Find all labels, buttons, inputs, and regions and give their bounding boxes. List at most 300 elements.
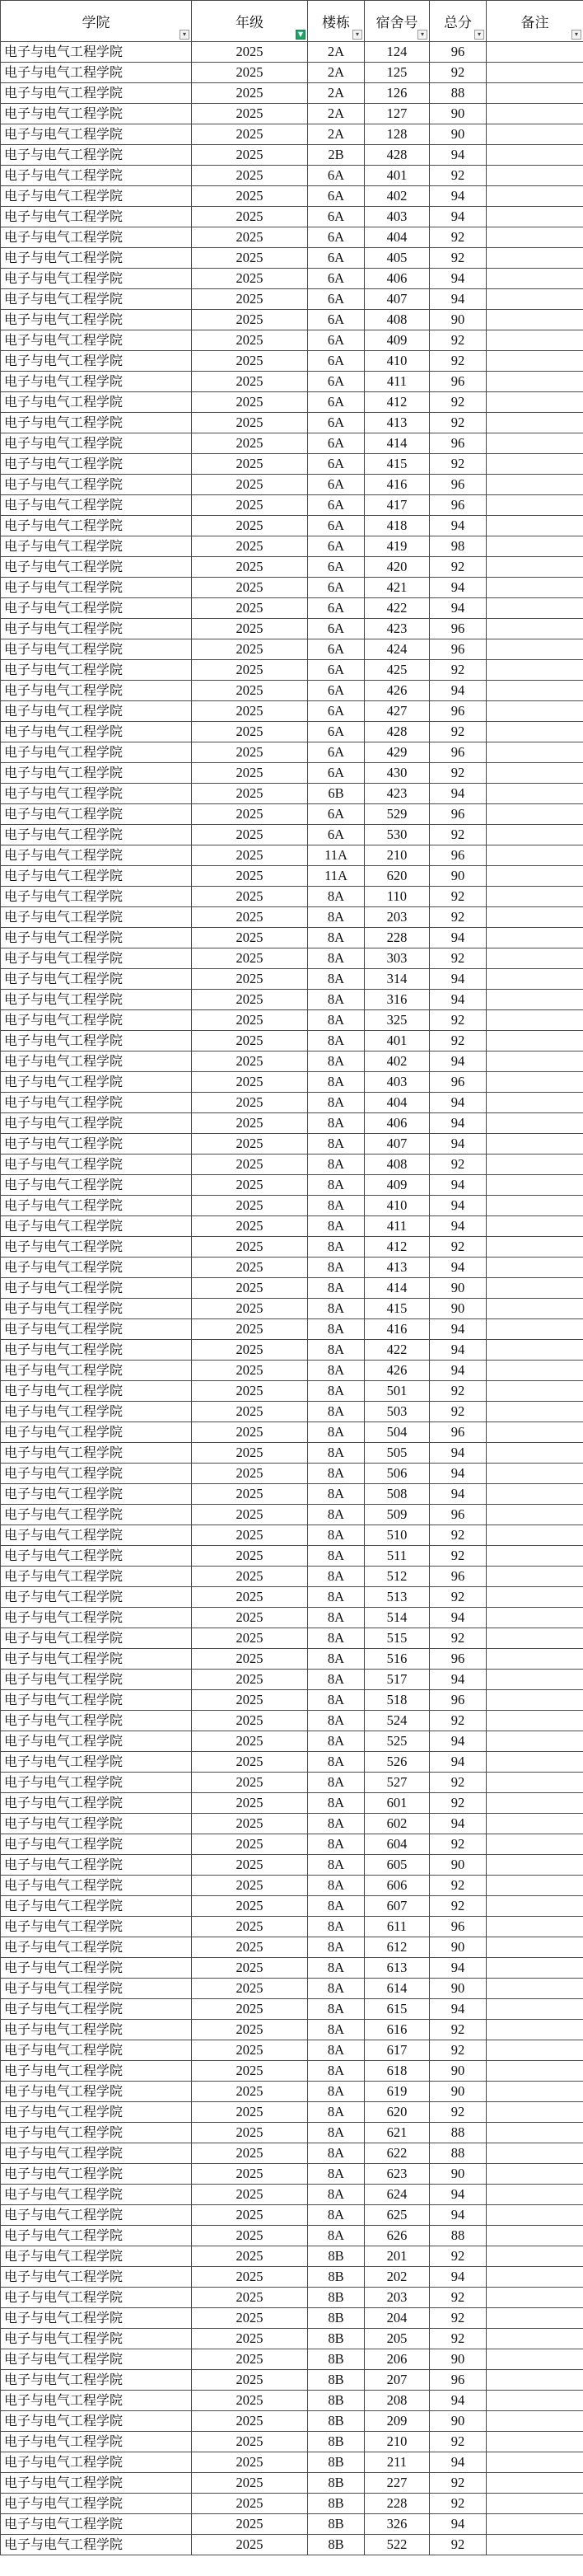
cell-grade[interactable]: 2025 xyxy=(192,1876,308,1896)
cell-grade[interactable]: 2025 xyxy=(192,639,308,660)
cell-score[interactable]: 94 xyxy=(430,2185,487,2205)
cell-remarks[interactable] xyxy=(487,1175,583,1196)
cell-room[interactable]: 203 xyxy=(365,907,430,928)
cell-college[interactable]: 电子与电气工程学院 xyxy=(1,763,192,784)
cell-room[interactable]: 611 xyxy=(365,1917,430,1937)
cell-grade[interactable]: 2025 xyxy=(192,1381,308,1402)
cell-college[interactable]: 电子与电气工程学院 xyxy=(1,2040,192,2061)
cell-grade[interactable]: 2025 xyxy=(192,887,308,907)
cell-score[interactable]: 92 xyxy=(430,887,487,907)
cell-score[interactable]: 94 xyxy=(430,2267,487,2288)
cell-score[interactable]: 94 xyxy=(430,2205,487,2226)
cell-score[interactable]: 92 xyxy=(430,2102,487,2123)
cell-room[interactable]: 423 xyxy=(365,619,430,639)
cell-room[interactable]: 616 xyxy=(365,2020,430,2040)
cell-college[interactable]: 电子与电气工程学院 xyxy=(1,433,192,454)
cell-score[interactable]: 90 xyxy=(430,2082,487,2102)
cell-college[interactable]: 电子与电气工程学院 xyxy=(1,866,192,887)
cell-room[interactable]: 605 xyxy=(365,1855,430,1876)
cell-score[interactable]: 96 xyxy=(430,1072,487,1093)
cell-remarks[interactable] xyxy=(487,2143,583,2164)
cell-grade[interactable]: 2025 xyxy=(192,1690,308,1711)
cell-grade[interactable]: 2025 xyxy=(192,1567,308,1587)
cell-building[interactable]: 6A xyxy=(308,310,365,330)
cell-building[interactable]: 6A xyxy=(308,475,365,495)
cell-building[interactable]: 6A xyxy=(308,742,365,763)
cell-room[interactable]: 503 xyxy=(365,1402,430,1422)
cell-building[interactable]: 8A xyxy=(308,1093,365,1113)
cell-room[interactable]: 207 xyxy=(365,2370,430,2391)
cell-grade[interactable]: 2025 xyxy=(192,1216,308,1237)
cell-building[interactable]: 8A xyxy=(308,1134,365,1155)
cell-remarks[interactable] xyxy=(487,681,583,701)
cell-score[interactable]: 92 xyxy=(430,2246,487,2267)
cell-building[interactable]: 6A xyxy=(308,681,365,701)
cell-grade[interactable]: 2025 xyxy=(192,63,308,83)
cell-room[interactable]: 414 xyxy=(365,1278,430,1299)
cell-remarks[interactable] xyxy=(487,124,583,145)
cell-score[interactable]: 90 xyxy=(430,2061,487,2082)
cell-remarks[interactable] xyxy=(487,2082,583,2102)
cell-grade[interactable]: 2025 xyxy=(192,2349,308,2370)
cell-remarks[interactable] xyxy=(487,1876,583,1896)
cell-room[interactable]: 410 xyxy=(365,1196,430,1216)
cell-grade[interactable]: 2025 xyxy=(192,495,308,516)
cell-score[interactable]: 98 xyxy=(430,536,487,557)
cell-remarks[interactable] xyxy=(487,763,583,784)
cell-remarks[interactable] xyxy=(487,1793,583,1814)
cell-grade[interactable]: 2025 xyxy=(192,1051,308,1072)
cell-building[interactable]: 8A xyxy=(308,1793,365,1814)
cell-grade[interactable]: 2025 xyxy=(192,681,308,701)
cell-score[interactable]: 92 xyxy=(430,1876,487,1896)
cell-remarks[interactable] xyxy=(487,2370,583,2391)
cell-college[interactable]: 电子与电气工程学院 xyxy=(1,207,192,227)
cell-remarks[interactable] xyxy=(487,2411,583,2432)
cell-building[interactable]: 8A xyxy=(308,1773,365,1793)
cell-college[interactable]: 电子与电气工程学院 xyxy=(1,1814,192,1834)
cell-college[interactable]: 电子与电气工程学院 xyxy=(1,1979,192,1999)
cell-score[interactable]: 92 xyxy=(430,1010,487,1031)
cell-remarks[interactable] xyxy=(487,454,583,475)
cell-room[interactable]: 314 xyxy=(365,969,430,990)
cell-building[interactable]: 11A xyxy=(308,845,365,866)
cell-remarks[interactable] xyxy=(487,990,583,1010)
cell-grade[interactable]: 2025 xyxy=(192,2164,308,2185)
cell-building[interactable]: 8A xyxy=(308,1010,365,1031)
cell-remarks[interactable] xyxy=(487,1051,583,1072)
cell-grade[interactable]: 2025 xyxy=(192,948,308,969)
cell-college[interactable]: 电子与电气工程学院 xyxy=(1,1340,192,1361)
cell-remarks[interactable] xyxy=(487,2102,583,2123)
cell-score[interactable]: 92 xyxy=(430,2288,487,2308)
cell-grade[interactable]: 2025 xyxy=(192,804,308,825)
cell-building[interactable]: 8A xyxy=(308,1937,365,1958)
cell-score[interactable]: 92 xyxy=(430,1031,487,1051)
cell-college[interactable]: 电子与电气工程学院 xyxy=(1,990,192,1010)
cell-room[interactable]: 209 xyxy=(365,2411,430,2432)
cell-remarks[interactable] xyxy=(487,1072,583,1093)
cell-grade[interactable]: 2025 xyxy=(192,392,308,413)
cell-college[interactable]: 电子与电气工程学院 xyxy=(1,536,192,557)
cell-room[interactable]: 206 xyxy=(365,2349,430,2370)
cell-grade[interactable]: 2025 xyxy=(192,845,308,866)
cell-college[interactable]: 电子与电气工程学院 xyxy=(1,1319,192,1340)
cell-college[interactable]: 电子与电气工程学院 xyxy=(1,1361,192,1381)
cell-room[interactable]: 409 xyxy=(365,330,430,351)
cell-grade[interactable]: 2025 xyxy=(192,2329,308,2349)
cell-building[interactable]: 8A xyxy=(308,1628,365,1649)
cell-score[interactable]: 94 xyxy=(430,928,487,948)
cell-remarks[interactable] xyxy=(487,784,583,804)
cell-room[interactable]: 110 xyxy=(365,887,430,907)
cell-building[interactable]: 8A xyxy=(308,1361,365,1381)
cell-grade[interactable]: 2025 xyxy=(192,1155,308,1175)
cell-remarks[interactable] xyxy=(487,1731,583,1752)
cell-score[interactable]: 92 xyxy=(430,2535,487,2555)
cell-grade[interactable]: 2025 xyxy=(192,701,308,722)
cell-college[interactable]: 电子与电气工程学院 xyxy=(1,124,192,145)
cell-remarks[interactable] xyxy=(487,2123,583,2143)
cell-grade[interactable]: 2025 xyxy=(192,310,308,330)
cell-remarks[interactable] xyxy=(487,1525,583,1546)
cell-room[interactable]: 504 xyxy=(365,1422,430,1443)
cell-room[interactable]: 622 xyxy=(365,2143,430,2164)
cell-remarks[interactable] xyxy=(487,1711,583,1731)
cell-grade[interactable]: 2025 xyxy=(192,1340,308,1361)
cell-grade[interactable]: 2025 xyxy=(192,2452,308,2473)
cell-score[interactable]: 90 xyxy=(430,1278,487,1299)
cell-grade[interactable]: 2025 xyxy=(192,413,308,433)
cell-score[interactable]: 94 xyxy=(430,1443,487,1464)
cell-remarks[interactable] xyxy=(487,619,583,639)
cell-room[interactable]: 422 xyxy=(365,1340,430,1361)
cell-remarks[interactable] xyxy=(487,1031,583,1051)
cell-room[interactable]: 411 xyxy=(365,372,430,392)
cell-grade[interactable]: 2025 xyxy=(192,1525,308,1546)
cell-score[interactable]: 94 xyxy=(430,1134,487,1155)
cell-grade[interactable]: 2025 xyxy=(192,990,308,1010)
cell-room[interactable]: 617 xyxy=(365,2040,430,2061)
cell-remarks[interactable] xyxy=(487,536,583,557)
cell-grade[interactable]: 2025 xyxy=(192,2411,308,2432)
cell-building[interactable]: 8A xyxy=(308,2143,365,2164)
cell-score[interactable]: 96 xyxy=(430,1505,487,1525)
cell-college[interactable]: 电子与电气工程学院 xyxy=(1,1299,192,1319)
cell-building[interactable]: 8A xyxy=(308,1196,365,1216)
cell-college[interactable]: 电子与电气工程学院 xyxy=(1,1031,192,1051)
cell-college[interactable]: 电子与电气工程学院 xyxy=(1,1464,192,1484)
cell-grade[interactable]: 2025 xyxy=(192,2288,308,2308)
cell-remarks[interactable] xyxy=(487,598,583,619)
cell-building[interactable]: 8A xyxy=(308,2205,365,2226)
cell-score[interactable]: 94 xyxy=(430,1752,487,1773)
cell-room[interactable]: 527 xyxy=(365,1773,430,1793)
cell-college[interactable]: 电子与电气工程学院 xyxy=(1,928,192,948)
cell-building[interactable]: 8A xyxy=(308,1711,365,1731)
cell-college[interactable]: 电子与电气工程学院 xyxy=(1,1855,192,1876)
cell-grade[interactable]: 2025 xyxy=(192,763,308,784)
cell-room[interactable]: 513 xyxy=(365,1587,430,1608)
cell-building[interactable]: 6B xyxy=(308,784,365,804)
cell-college[interactable]: 电子与电气工程学院 xyxy=(1,495,192,516)
cell-score[interactable]: 96 xyxy=(430,742,487,763)
cell-college[interactable]: 电子与电气工程学院 xyxy=(1,2205,192,2226)
cell-room[interactable]: 407 xyxy=(365,1134,430,1155)
cell-room[interactable]: 203 xyxy=(365,2288,430,2308)
cell-remarks[interactable] xyxy=(487,392,583,413)
cell-score[interactable]: 90 xyxy=(430,2164,487,2185)
cell-college[interactable]: 电子与电气工程学院 xyxy=(1,1093,192,1113)
cell-room[interactable]: 416 xyxy=(365,1319,430,1340)
cell-building[interactable]: 8A xyxy=(308,1917,365,1937)
cell-remarks[interactable] xyxy=(487,2288,583,2308)
cell-room[interactable]: 422 xyxy=(365,598,430,619)
cell-score[interactable]: 96 xyxy=(430,2370,487,2391)
cell-score[interactable]: 92 xyxy=(430,2308,487,2329)
cell-remarks[interactable] xyxy=(487,2391,583,2411)
cell-college[interactable]: 电子与电气工程学院 xyxy=(1,1505,192,1525)
cell-college[interactable]: 电子与电气工程学院 xyxy=(1,804,192,825)
cell-college[interactable]: 电子与电气工程学院 xyxy=(1,1443,192,1464)
cell-building[interactable]: 8B xyxy=(308,2329,365,2349)
cell-room[interactable]: 414 xyxy=(365,433,430,454)
cell-score[interactable]: 94 xyxy=(430,145,487,166)
cell-remarks[interactable] xyxy=(487,866,583,887)
cell-building[interactable]: 6A xyxy=(308,495,365,516)
cell-remarks[interactable] xyxy=(487,166,583,186)
cell-score[interactable]: 94 xyxy=(430,1196,487,1216)
cell-building[interactable]: 6A xyxy=(308,639,365,660)
cell-room[interactable]: 623 xyxy=(365,2164,430,2185)
cell-remarks[interactable] xyxy=(487,42,583,63)
cell-remarks[interactable] xyxy=(487,433,583,454)
cell-grade[interactable]: 2025 xyxy=(192,1299,308,1319)
cell-score[interactable]: 96 xyxy=(430,619,487,639)
cell-grade[interactable]: 2025 xyxy=(192,1896,308,1917)
cell-score[interactable]: 96 xyxy=(430,1690,487,1711)
cell-building[interactable]: 8A xyxy=(308,1979,365,1999)
cell-building[interactable]: 11A xyxy=(308,866,365,887)
cell-building[interactable]: 6A xyxy=(308,536,365,557)
cell-grade[interactable]: 2025 xyxy=(192,516,308,536)
cell-building[interactable]: 8A xyxy=(308,969,365,990)
cell-grade[interactable]: 2025 xyxy=(192,1443,308,1464)
cell-score[interactable]: 94 xyxy=(430,1340,487,1361)
cell-score[interactable]: 92 xyxy=(430,1773,487,1793)
cell-building[interactable]: 8A xyxy=(308,2185,365,2205)
cell-building[interactable]: 8B xyxy=(308,2535,365,2555)
cell-building[interactable]: 8A xyxy=(308,1525,365,1546)
cell-college[interactable]: 电子与电气工程学院 xyxy=(1,1958,192,1979)
cell-grade[interactable]: 2025 xyxy=(192,454,308,475)
cell-grade[interactable]: 2025 xyxy=(192,1010,308,1031)
cell-room[interactable]: 421 xyxy=(365,578,430,598)
cell-room[interactable]: 613 xyxy=(365,1958,430,1979)
cell-remarks[interactable] xyxy=(487,2514,583,2535)
cell-grade[interactable]: 2025 xyxy=(192,1175,308,1196)
cell-grade[interactable]: 2025 xyxy=(192,1917,308,1937)
cell-room[interactable]: 430 xyxy=(365,763,430,784)
cell-building[interactable]: 8A xyxy=(308,1443,365,1464)
cell-building[interactable]: 6A xyxy=(308,516,365,536)
cell-score[interactable]: 94 xyxy=(430,1999,487,2020)
cell-score[interactable]: 92 xyxy=(430,825,487,845)
cell-college[interactable]: 电子与电气工程学院 xyxy=(1,681,192,701)
cell-score[interactable]: 94 xyxy=(430,269,487,289)
cell-college[interactable]: 电子与电气工程学院 xyxy=(1,1587,192,1608)
cell-score[interactable]: 92 xyxy=(430,722,487,742)
cell-college[interactable]: 电子与电气工程学院 xyxy=(1,2061,192,2082)
cell-room[interactable]: 529 xyxy=(365,804,430,825)
cell-score[interactable]: 92 xyxy=(430,2020,487,2040)
cell-college[interactable]: 电子与电气工程学院 xyxy=(1,598,192,619)
cell-college[interactable]: 电子与电气工程学院 xyxy=(1,845,192,866)
cell-score[interactable]: 94 xyxy=(430,2452,487,2473)
cell-remarks[interactable] xyxy=(487,413,583,433)
cell-remarks[interactable] xyxy=(487,557,583,578)
cell-college[interactable]: 电子与电气工程学院 xyxy=(1,1216,192,1237)
cell-building[interactable]: 8A xyxy=(308,1113,365,1134)
cell-score[interactable]: 96 xyxy=(430,475,487,495)
cell-remarks[interactable] xyxy=(487,2246,583,2267)
cell-score[interactable]: 94 xyxy=(430,578,487,598)
cell-building[interactable]: 6A xyxy=(308,701,365,722)
cell-college[interactable]: 电子与电气工程学院 xyxy=(1,2329,192,2349)
cell-remarks[interactable] xyxy=(487,639,583,660)
cell-grade[interactable]: 2025 xyxy=(192,1278,308,1299)
cell-building[interactable]: 6A xyxy=(308,351,365,372)
cell-grade[interactable]: 2025 xyxy=(192,2267,308,2288)
cell-remarks[interactable] xyxy=(487,2308,583,2329)
cell-grade[interactable]: 2025 xyxy=(192,1608,308,1628)
cell-score[interactable]: 92 xyxy=(430,1237,487,1258)
cell-remarks[interactable] xyxy=(487,1814,583,1834)
cell-remarks[interactable] xyxy=(487,1670,583,1690)
cell-remarks[interactable] xyxy=(487,186,583,207)
cell-score[interactable]: 94 xyxy=(430,2391,487,2411)
cell-college[interactable]: 电子与电气工程学院 xyxy=(1,1422,192,1443)
cell-score[interactable]: 94 xyxy=(430,516,487,536)
cell-room[interactable]: 202 xyxy=(365,2267,430,2288)
cell-grade[interactable]: 2025 xyxy=(192,1134,308,1155)
cell-building[interactable]: 8A xyxy=(308,2061,365,2082)
cell-remarks[interactable] xyxy=(487,804,583,825)
cell-room[interactable]: 524 xyxy=(365,1711,430,1731)
cell-college[interactable]: 电子与电气工程学院 xyxy=(1,1525,192,1546)
cell-building[interactable]: 6A xyxy=(308,660,365,681)
cell-score[interactable]: 96 xyxy=(430,1422,487,1443)
cell-college[interactable]: 电子与电气工程学院 xyxy=(1,2535,192,2555)
cell-room[interactable]: 601 xyxy=(365,1793,430,1814)
cell-grade[interactable]: 2025 xyxy=(192,2391,308,2411)
cell-remarks[interactable] xyxy=(487,1979,583,1999)
cell-college[interactable]: 电子与电气工程学院 xyxy=(1,1196,192,1216)
cell-building[interactable]: 8A xyxy=(308,1464,365,1484)
cell-score[interactable]: 94 xyxy=(430,990,487,1010)
cell-grade[interactable]: 2025 xyxy=(192,1649,308,1670)
cell-grade[interactable]: 2025 xyxy=(192,1484,308,1505)
cell-building[interactable]: 6A xyxy=(308,269,365,289)
cell-score[interactable]: 88 xyxy=(430,2123,487,2143)
cell-remarks[interactable] xyxy=(487,63,583,83)
cell-building[interactable]: 8A xyxy=(308,1072,365,1093)
cell-college[interactable]: 电子与电气工程学院 xyxy=(1,1567,192,1587)
cell-room[interactable]: 530 xyxy=(365,825,430,845)
cell-score[interactable]: 88 xyxy=(430,83,487,104)
cell-score[interactable]: 94 xyxy=(430,1093,487,1113)
cell-college[interactable]: 电子与电气工程学院 xyxy=(1,639,192,660)
cell-building[interactable]: 2A xyxy=(308,63,365,83)
cell-room[interactable]: 517 xyxy=(365,1670,430,1690)
cell-college[interactable]: 电子与电气工程学院 xyxy=(1,1731,192,1752)
cell-remarks[interactable] xyxy=(487,1608,583,1628)
cell-grade[interactable]: 2025 xyxy=(192,866,308,887)
cell-building[interactable]: 8A xyxy=(308,1814,365,1834)
cell-college[interactable]: 电子与电气工程学院 xyxy=(1,1690,192,1711)
cell-room[interactable]: 404 xyxy=(365,227,430,248)
cell-building[interactable]: 6A xyxy=(308,166,365,186)
cell-room[interactable]: 210 xyxy=(365,2432,430,2452)
cell-room[interactable]: 505 xyxy=(365,1443,430,1464)
cell-college[interactable]: 电子与电气工程学院 xyxy=(1,907,192,928)
cell-building[interactable]: 8A xyxy=(308,1319,365,1340)
cell-grade[interactable]: 2025 xyxy=(192,1855,308,1876)
cell-building[interactable]: 8A xyxy=(308,948,365,969)
cell-building[interactable]: 8A xyxy=(308,1422,365,1443)
cell-college[interactable]: 电子与电气工程学院 xyxy=(1,2370,192,2391)
cell-score[interactable]: 94 xyxy=(430,1113,487,1134)
cell-room[interactable]: 506 xyxy=(365,1464,430,1484)
cell-score[interactable]: 92 xyxy=(430,2432,487,2452)
cell-grade[interactable]: 2025 xyxy=(192,2061,308,2082)
cell-remarks[interactable] xyxy=(487,1505,583,1525)
cell-college[interactable]: 电子与电气工程学院 xyxy=(1,392,192,413)
cell-college[interactable]: 电子与电气工程学院 xyxy=(1,2391,192,2411)
cell-building[interactable]: 6A xyxy=(308,557,365,578)
cell-college[interactable]: 电子与电气工程学院 xyxy=(1,1917,192,1937)
cell-grade[interactable]: 2025 xyxy=(192,2370,308,2391)
cell-score[interactable]: 92 xyxy=(430,907,487,928)
cell-grade[interactable]: 2025 xyxy=(192,1196,308,1216)
cell-room[interactable]: 425 xyxy=(365,660,430,681)
cell-remarks[interactable] xyxy=(487,742,583,763)
cell-grade[interactable]: 2025 xyxy=(192,351,308,372)
cell-building[interactable]: 2A xyxy=(308,42,365,63)
cell-remarks[interactable] xyxy=(487,330,583,351)
cell-room[interactable]: 406 xyxy=(365,269,430,289)
cell-building[interactable]: 6A xyxy=(308,289,365,310)
cell-score[interactable]: 94 xyxy=(430,1319,487,1340)
cell-score[interactable]: 92 xyxy=(430,63,487,83)
cell-college[interactable]: 电子与电气工程学院 xyxy=(1,413,192,433)
cell-score[interactable]: 92 xyxy=(430,1381,487,1402)
cell-building[interactable]: 8A xyxy=(308,1299,365,1319)
cell-building[interactable]: 8A xyxy=(308,1567,365,1587)
cell-score[interactable]: 90 xyxy=(430,1937,487,1958)
cell-score[interactable]: 92 xyxy=(430,660,487,681)
cell-college[interactable]: 电子与电气工程学院 xyxy=(1,1834,192,1855)
cell-remarks[interactable] xyxy=(487,1484,583,1505)
cell-remarks[interactable] xyxy=(487,310,583,330)
cell-building[interactable]: 8B xyxy=(308,2473,365,2494)
cell-score[interactable]: 94 xyxy=(430,1216,487,1237)
cell-remarks[interactable] xyxy=(487,289,583,310)
cell-grade[interactable]: 2025 xyxy=(192,145,308,166)
cell-remarks[interactable] xyxy=(487,2329,583,2349)
cell-building[interactable]: 2A xyxy=(308,104,365,124)
cell-room[interactable]: 412 xyxy=(365,392,430,413)
